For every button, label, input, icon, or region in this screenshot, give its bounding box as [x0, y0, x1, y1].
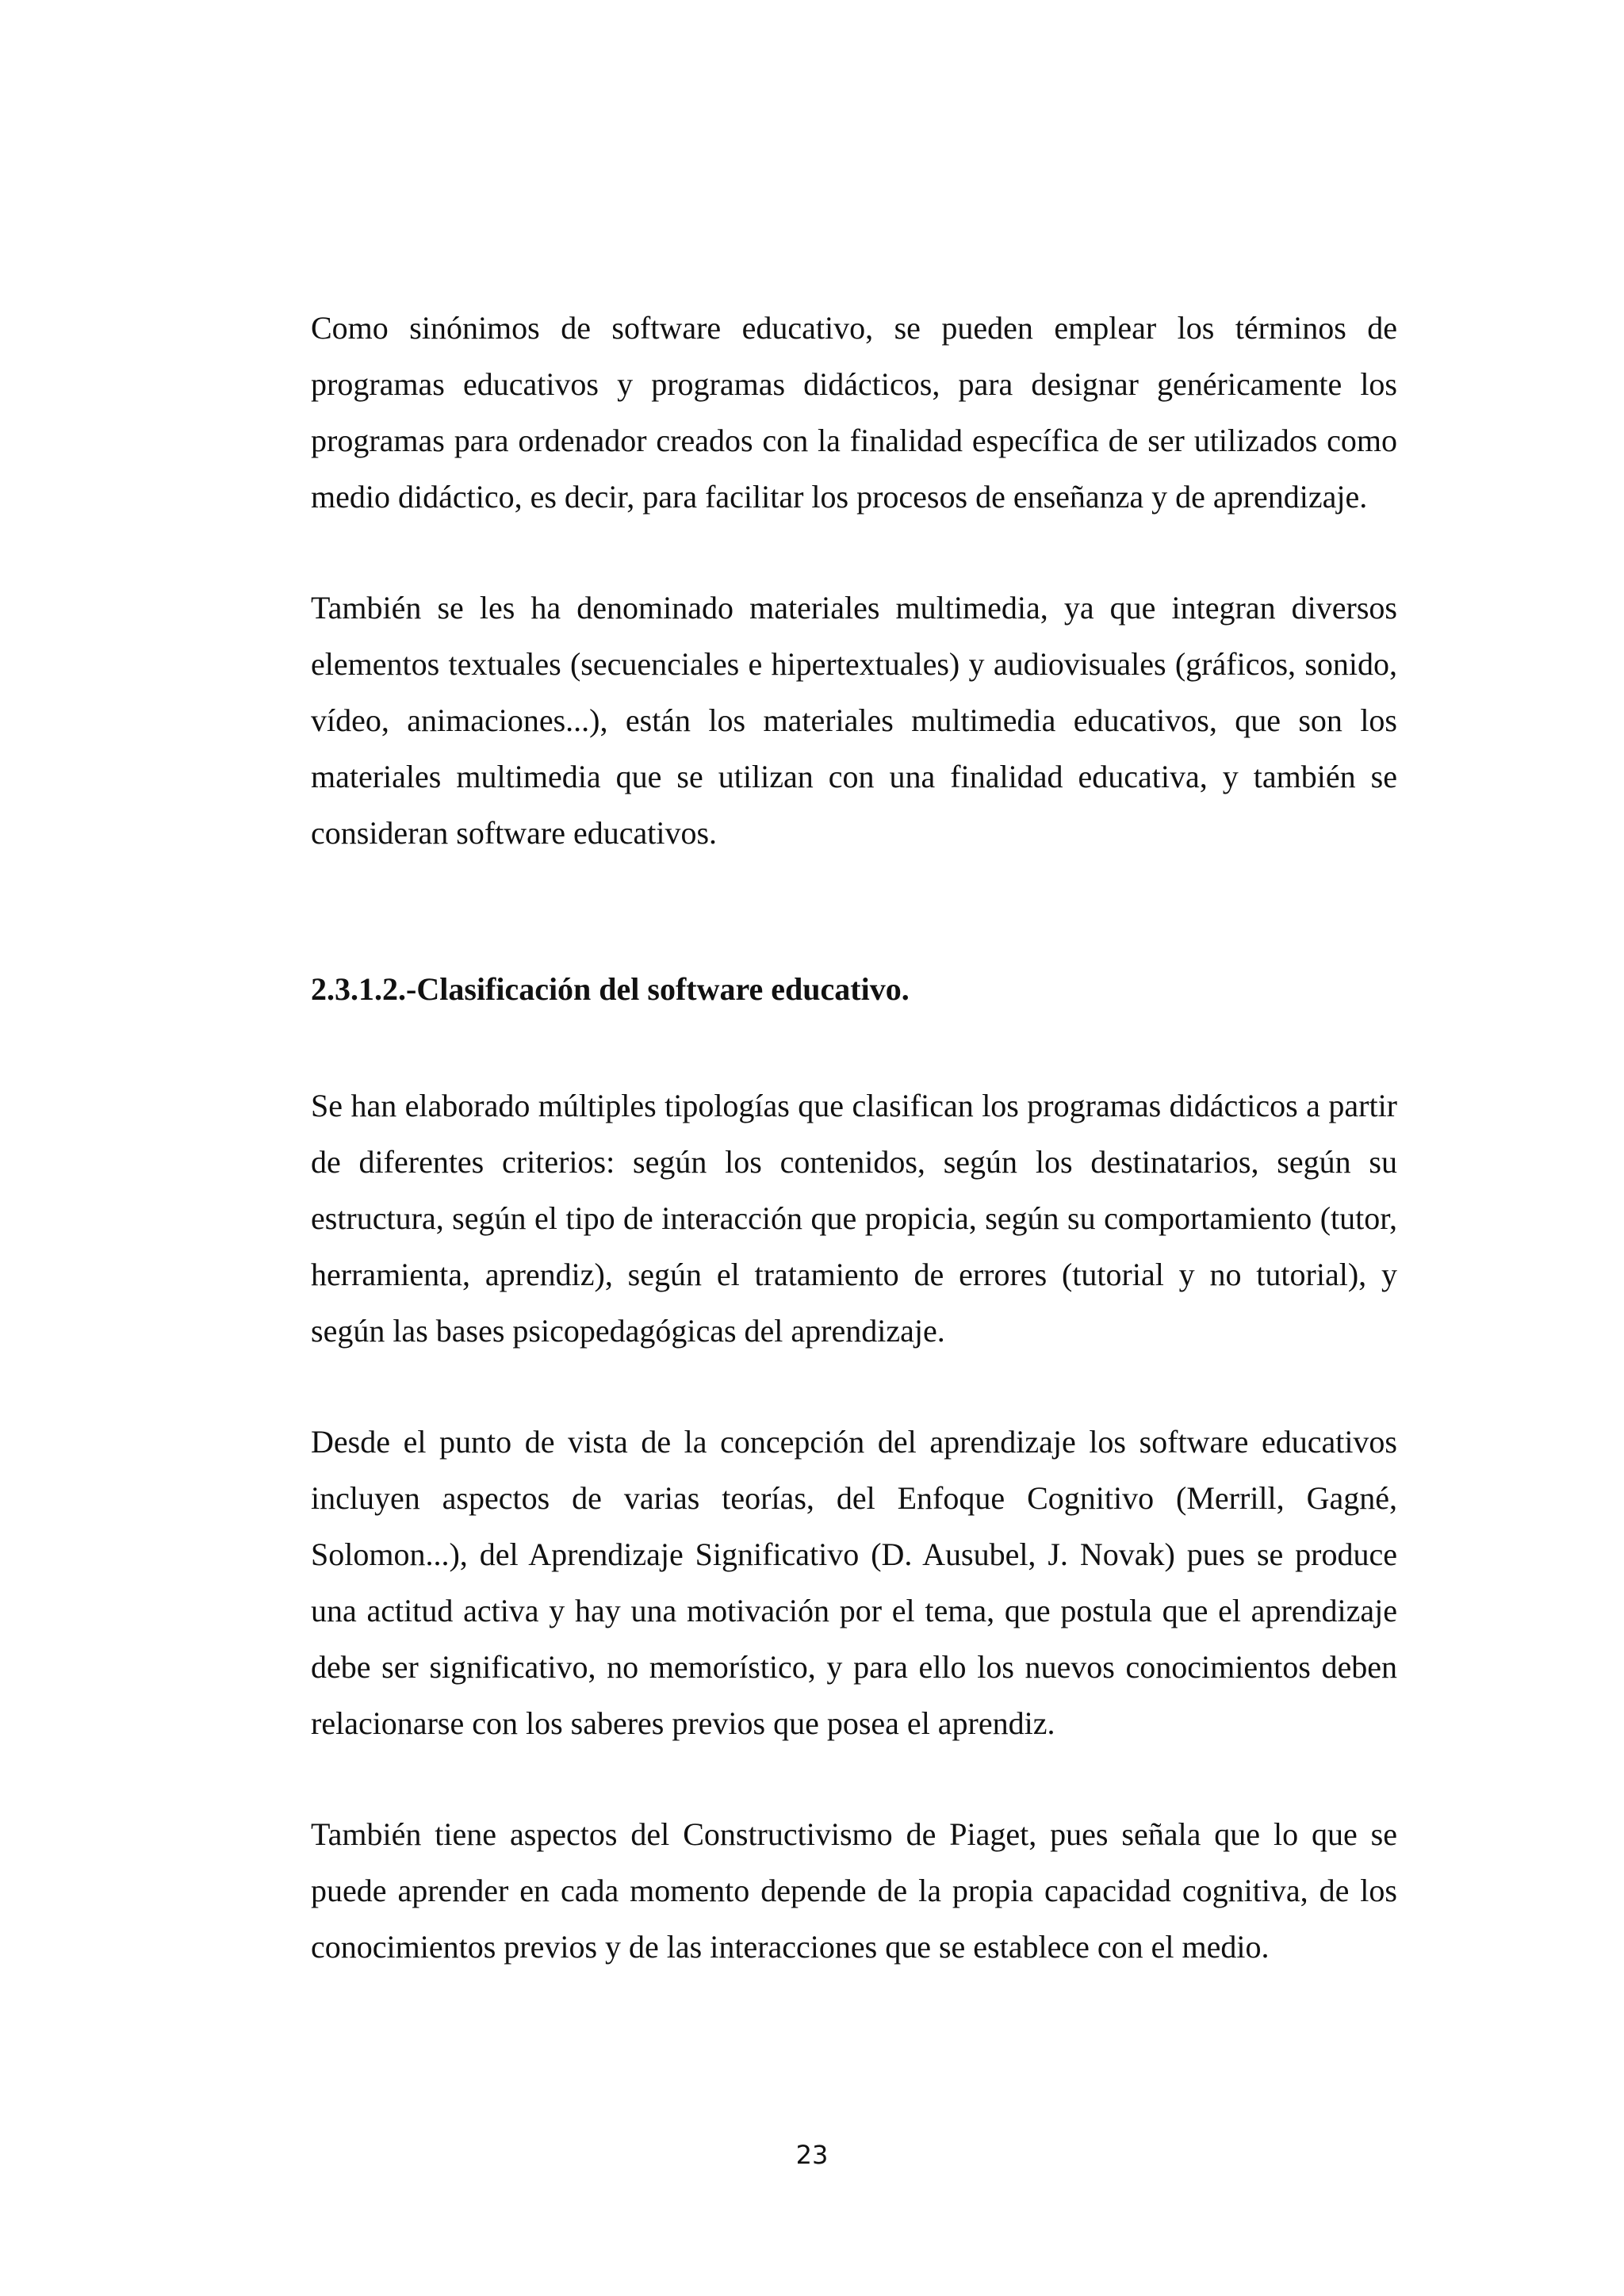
page-number: 23: [795, 2140, 829, 2170]
heading-spacer: [311, 861, 1397, 961]
paragraph-software-educativo-synonyms: Como sinónimos de software educativo, se pueden emplear los términos de programas educativos y programas didácticos, para designar genéricamente los programas para ordenador creados con la finalidad específica de ser utilizados como medio didáctico, es decir, para facilitar los procesos de enseñanza y de aprendizaje.: [311, 310, 1397, 515]
paragraph-spacer: [311, 1751, 1397, 1806]
paragraph-spacer: [311, 525, 1397, 580]
paragraph-materiales-multimedia: También se les ha denominado materiales multimedia, ya que integran diversos elementos textuales (secuenciales e hipertextuales) y audiovisuales (gráficos, sonido, vídeo, animaciones...), están los materiales multimedia educativos, que son los materiales multimedia que se utilizan con una finalidad educativa, y también se consideran software educativos.: [311, 590, 1397, 851]
heading-spacer: [311, 1017, 1397, 1077]
paragraph-tipologias: Se han elaborado múltiples tipologías que clasifican los programas didácticos a partir de diferentes criterios: según los contenidos, según los destinatarios, según su estructura, según el tipo de interacción que propicia, según su comportamiento (tutor, herramienta, aprendiz), según el tratamiento de errores (tutorial y no tutorial), y según las bases psicopedagógicas del aprendizaje.: [311, 1088, 1397, 1349]
paragraph-constructivismo-piaget: También tiene aspectos del Constructivismo de Piaget, pues señala que lo que se puede aprender en cada momento depende de la propia capacidad cognitiva, de los conocimientos previos y de las interacciones que se establece con el medio.: [311, 1816, 1397, 1965]
paragraph-concepcion-aprendizaje: Desde el punto de vista de la concepción del aprendizaje los software educativos incluyen aspectos de varias teorías, del Enfoque Cognitivo (Merrill, Gagné, Solomon...), del Aprendizaje Significativo (D. Ausubel, J. Novak) pues se produce una actitud activa y hay una motivación por el tema, que postula que el aprendizaje debe ser significativo, no memorístico, y para ello los nuevos conocimientos deben relacionarse con los saberes previos que posea el aprendiz.: [311, 1424, 1397, 1741]
section-heading: 2.3.1.2.-Clasificación del software educativo.: [311, 971, 910, 1007]
paragraph-spacer: [311, 1359, 1397, 1414]
page-body: [311, 300, 1397, 1975]
